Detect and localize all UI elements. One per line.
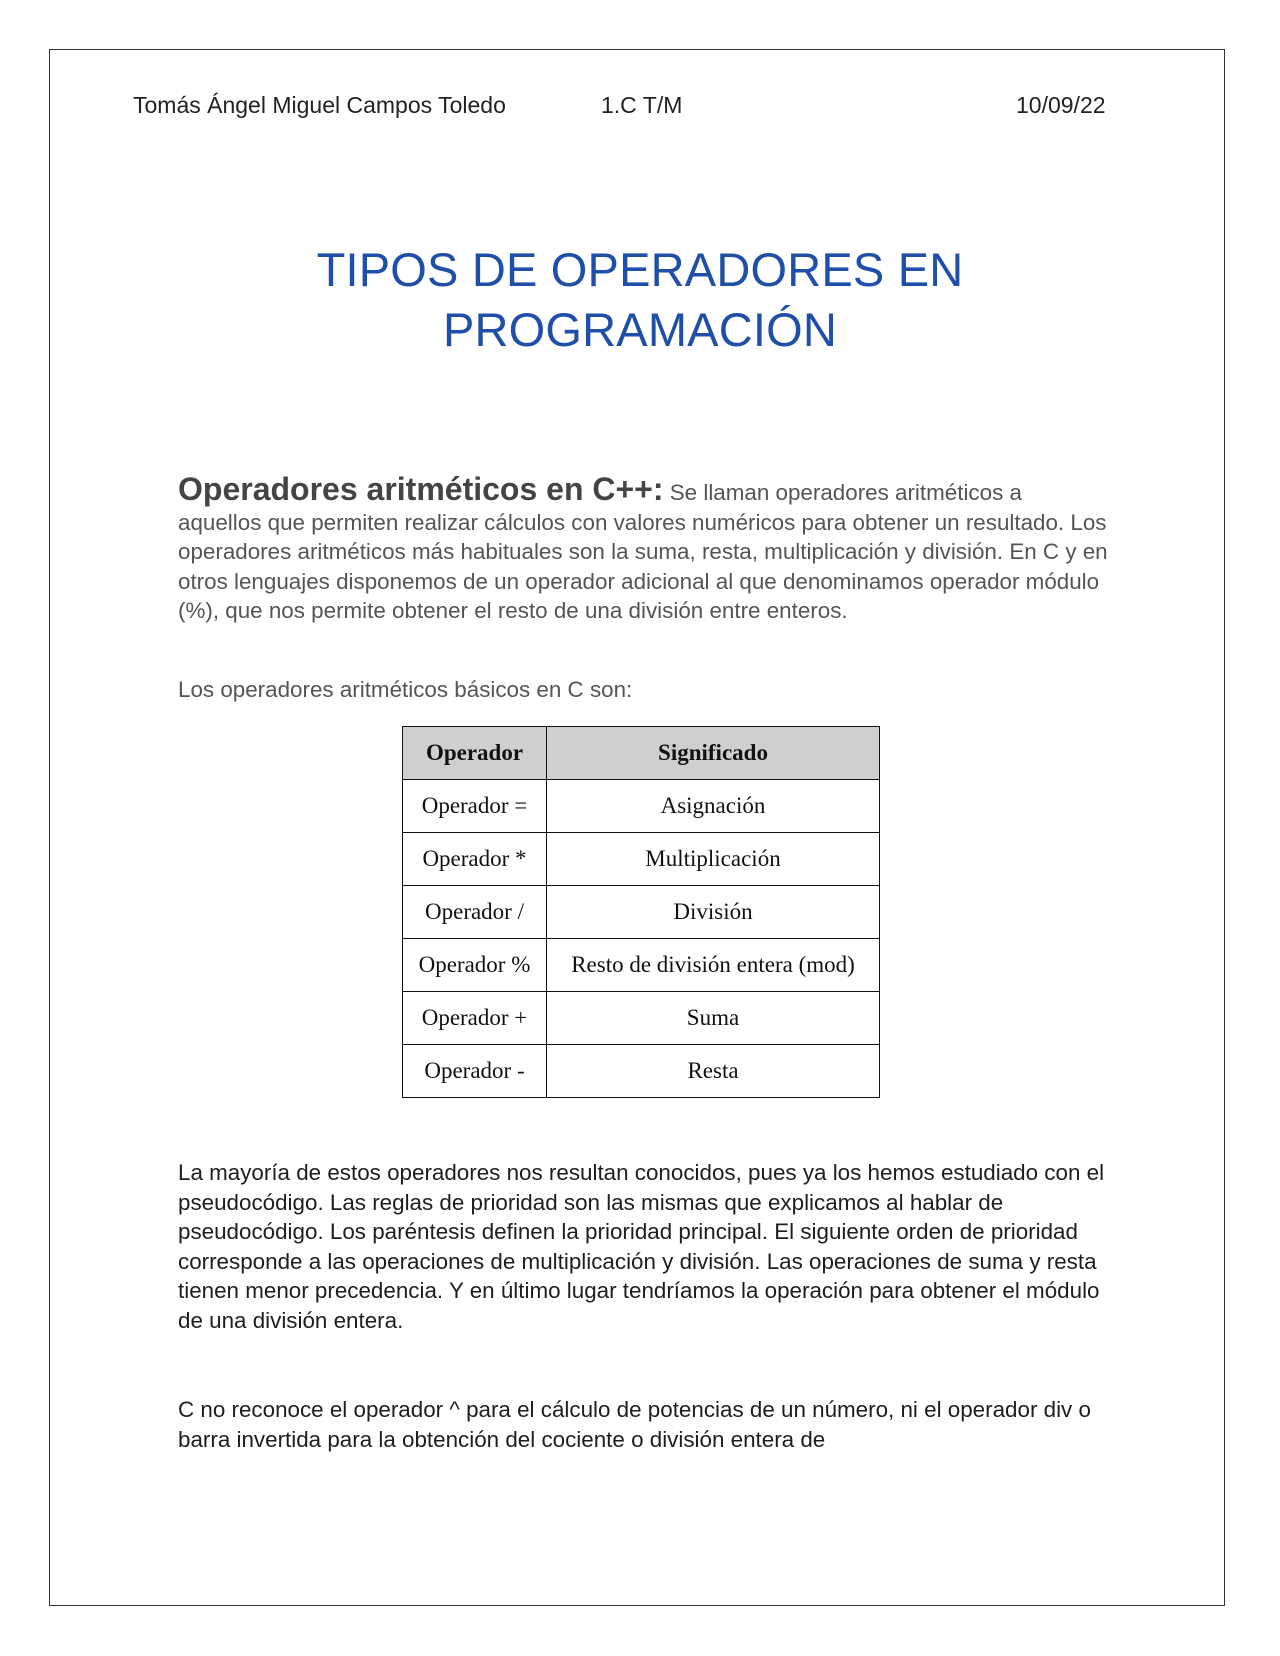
operator-cell: Operador % xyxy=(403,939,547,992)
table-row xyxy=(403,780,880,833)
exponent-paragraph: C no reconoce el operador ^ para el cálculo de potencias de un número, ni el operador div o barra invertida para la obtención del cociente o división entera de xyxy=(178,1397,1091,1452)
meaning-cell: Asignación xyxy=(547,780,880,833)
page-title xyxy=(0,240,1280,360)
meaning-cell: Suma xyxy=(547,992,880,1045)
table-header-row xyxy=(403,727,880,780)
operators-table xyxy=(402,726,880,1098)
column-header-meaning: Significado xyxy=(547,727,880,780)
document-date: 10/09/22 xyxy=(1016,92,1106,118)
meaning-cell: División xyxy=(547,886,880,939)
operator-cell: Operador / xyxy=(403,886,547,939)
column-header-operator: Operador xyxy=(403,727,547,780)
table-row xyxy=(403,886,880,939)
meaning-cell: Multiplicación xyxy=(547,833,880,886)
table-row xyxy=(403,992,880,1045)
intro-text: Se llaman operadores aritméticos a aquellos que permiten realizar cálculos con valores numéricos para obtener un resultado. Los operadores aritméticos más habituales son la suma, resta, multiplicación y división. En C y en otros lenguajes disponemos de un operador adicional al que denominamos operador módulo (%), que nos permite obtener el resto de una división entre enteros. xyxy=(178,480,1108,623)
intro-paragraph xyxy=(178,471,1108,626)
operator-cell: Operador = xyxy=(403,780,547,833)
author-name: Tomás Ángel Miguel Campos Toledo xyxy=(133,92,506,118)
operator-cell: Operador * xyxy=(403,833,547,886)
operator-cell: Operador - xyxy=(403,1045,547,1098)
title-line-1: TIPOS DE OPERADORES EN xyxy=(316,243,964,296)
table-row xyxy=(403,1045,880,1098)
table-row xyxy=(403,833,880,886)
title-line-2: PROGRAMACIÓN xyxy=(442,303,838,356)
section-heading: Operadores aritméticos en C++: xyxy=(178,471,664,507)
operator-cell: Operador + xyxy=(403,992,547,1045)
table-row xyxy=(403,939,880,992)
table-intro: Los operadores aritméticos básicos en C son: xyxy=(178,677,633,702)
class-group: 1.C T/M xyxy=(601,92,683,118)
meaning-cell: Resta xyxy=(547,1045,880,1098)
priority-paragraph: La mayoría de estos operadores nos resultan conocidos, pues ya los hemos estudiado con el pseudocódigo. Las reglas de prioridad son las mismas que explicamos al hablar de pseudocódigo. Los paréntesis definen la prioridad principal. El siguiente orden de prioridad corresponde a las operaciones de multiplicación y división. Las operaciones de suma y resta tienen menor precedencia. Y en último lugar tendríamos la operación para obtener el módulo de una división entera. xyxy=(178,1160,1105,1333)
meaning-cell: Resto de división entera (mod) xyxy=(547,939,880,992)
